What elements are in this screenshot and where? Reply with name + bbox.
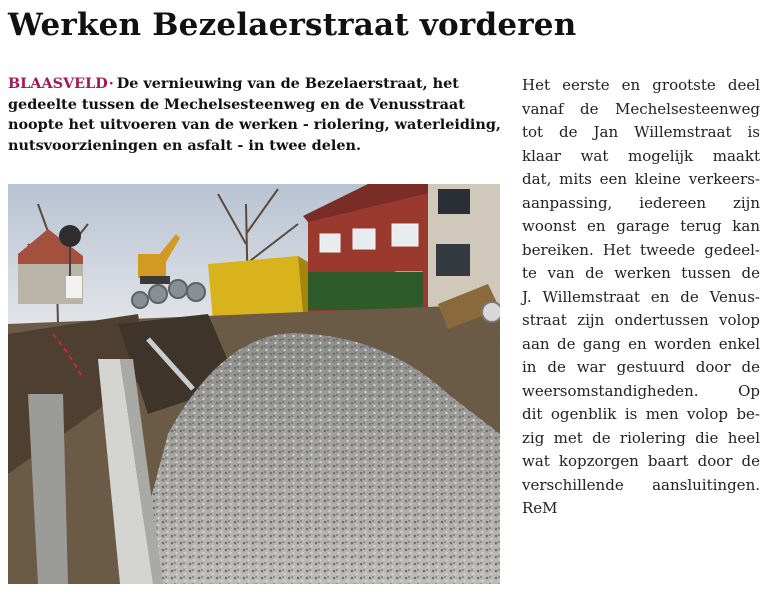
body-line: aanpassing, iedereen zijn <box>522 193 760 212</box>
body-line: zig met de riolering die heel <box>522 428 760 447</box>
body-line: bereiken. Het tweede gedeel- <box>522 240 760 259</box>
lead-text: De vernieuwing van de Bezelaerstraat, het gedeelte tussen de Mechelsesteenweg en de Venusstraat noopte het uitvoeren van de werken - riolering, waterleiding, nutsvoorzieningen en asfalt - in twee delen. <box>8 75 501 155</box>
lead-paragraph <box>8 74 504 157</box>
body-line: tot de Jan Willemstraat is <box>522 123 760 141</box>
body-line: dit ogenblik is men volop be- <box>522 405 760 423</box>
body-line: vanaf de Mechelsesteenweg <box>522 99 760 118</box>
body-line: in de war gestuurd door de <box>522 358 760 376</box>
body-line: weersomstandigheden. Op <box>522 381 760 400</box>
body-line: wat kopzorgen baart door de <box>522 452 760 470</box>
body-line: te van de werken tussen de <box>522 264 760 282</box>
body-line: Het eerste en grootste deel <box>522 76 760 94</box>
body-line: dat, mits een kleine verkeers- <box>522 170 760 188</box>
body-line: klaar wat mogelijk maakt <box>522 146 760 165</box>
body-line: J. Willemstraat en de Venus- <box>522 287 760 306</box>
body-line: verschillende aansluitingen. <box>522 475 760 494</box>
headline: Werken Bezelaerstraat vorderen <box>8 7 577 43</box>
body-column <box>522 74 760 521</box>
construction-photo <box>8 184 500 584</box>
road-works-illustration <box>8 184 500 584</box>
kicker-separator: · <box>108 75 114 92</box>
kicker-location: BLAASVELD <box>8 75 108 92</box>
body-line: aan de gang en worden enkel <box>522 334 760 353</box>
body-line: straat zijn ondertussen volop <box>522 311 760 329</box>
body-line: woonst en garage terug kan <box>522 217 760 235</box>
author-signature: ReM <box>522 499 558 517</box>
